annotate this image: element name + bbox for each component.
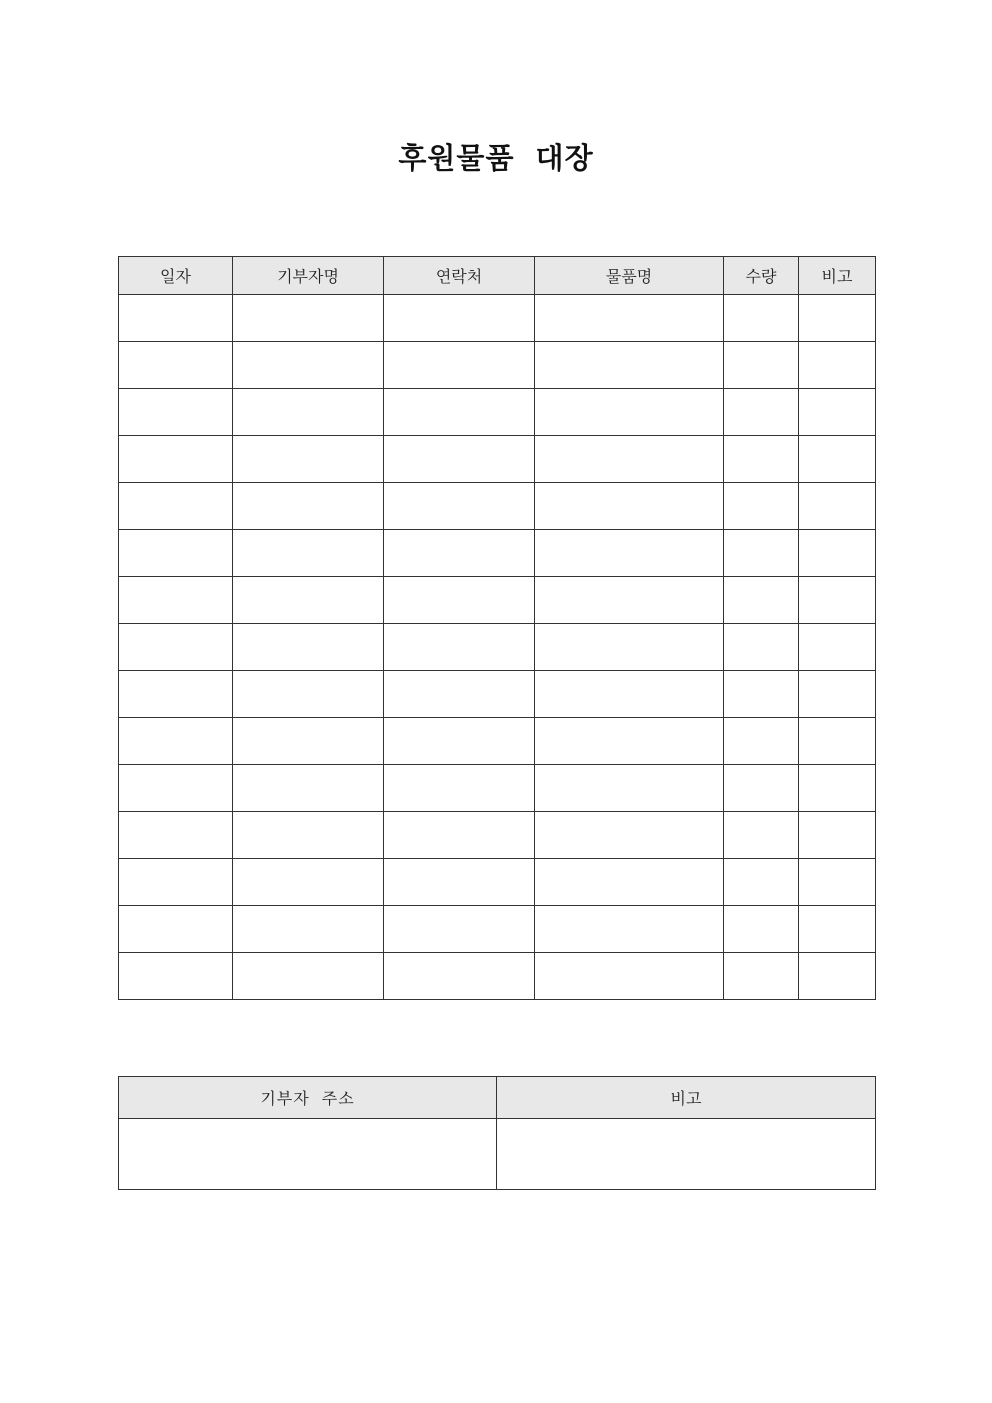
table-row bbox=[119, 953, 876, 1000]
cell-contact[interactable] bbox=[384, 718, 535, 765]
cell-donor-name[interactable] bbox=[233, 765, 384, 812]
cell-item-name[interactable] bbox=[535, 295, 724, 342]
cell-contact[interactable] bbox=[384, 530, 535, 577]
cell-quantity[interactable] bbox=[724, 718, 799, 765]
cell-date[interactable] bbox=[119, 859, 233, 906]
cell-contact[interactable] bbox=[384, 624, 535, 671]
cell-quantity[interactable] bbox=[724, 483, 799, 530]
cell-donor-name[interactable] bbox=[233, 483, 384, 530]
table-row bbox=[119, 1119, 876, 1190]
table-row bbox=[119, 436, 876, 483]
cell-contact[interactable] bbox=[384, 389, 535, 436]
cell-date[interactable] bbox=[119, 906, 233, 953]
cell-item-name[interactable] bbox=[535, 436, 724, 483]
cell-quantity[interactable] bbox=[724, 295, 799, 342]
cell-note[interactable] bbox=[799, 953, 876, 1000]
table-row bbox=[119, 624, 876, 671]
table-row bbox=[119, 389, 876, 436]
table-row bbox=[119, 906, 876, 953]
cell-item-name[interactable] bbox=[535, 624, 724, 671]
cell-donor-name[interactable] bbox=[233, 577, 384, 624]
cell-contact[interactable] bbox=[384, 436, 535, 483]
table-row bbox=[119, 859, 876, 906]
cell-contact[interactable] bbox=[384, 671, 535, 718]
cell-date[interactable] bbox=[119, 295, 233, 342]
table-header-row bbox=[119, 1077, 876, 1119]
cell-date[interactable] bbox=[119, 483, 233, 530]
table-row bbox=[119, 765, 876, 812]
cell-item-name[interactable] bbox=[535, 953, 724, 1000]
table-row bbox=[119, 295, 876, 342]
cell-note[interactable] bbox=[799, 577, 876, 624]
cell-item-name[interactable] bbox=[535, 906, 724, 953]
table-row bbox=[119, 671, 876, 718]
cell-item-name[interactable] bbox=[535, 859, 724, 906]
cell-note[interactable] bbox=[799, 530, 876, 577]
cell-donor-name[interactable] bbox=[233, 530, 384, 577]
cell-item-name[interactable] bbox=[535, 483, 724, 530]
cell-contact[interactable] bbox=[384, 342, 535, 389]
cell-note[interactable] bbox=[799, 671, 876, 718]
column-header-donor-name: 기부자명 bbox=[233, 257, 384, 295]
cell-quantity[interactable] bbox=[724, 624, 799, 671]
cell-note[interactable] bbox=[799, 906, 876, 953]
cell-quantity[interactable] bbox=[724, 859, 799, 906]
donation-ledger-table bbox=[118, 256, 876, 1000]
cell-donor-name[interactable] bbox=[233, 671, 384, 718]
cell-date[interactable] bbox=[119, 671, 233, 718]
cell-item-name[interactable] bbox=[535, 671, 724, 718]
cell-note[interactable] bbox=[799, 718, 876, 765]
cell-date[interactable] bbox=[119, 953, 233, 1000]
address-table-body bbox=[119, 1119, 876, 1190]
cell-contact[interactable] bbox=[384, 295, 535, 342]
cell-contact[interactable] bbox=[384, 953, 535, 1000]
cell-quantity[interactable] bbox=[724, 671, 799, 718]
cell-donor-name[interactable] bbox=[233, 906, 384, 953]
cell-date[interactable] bbox=[119, 765, 233, 812]
cell-note[interactable] bbox=[799, 389, 876, 436]
cell-contact[interactable] bbox=[384, 765, 535, 812]
column-header-contact: 연락처 bbox=[384, 257, 535, 295]
cell-quantity[interactable] bbox=[724, 342, 799, 389]
cell-quantity[interactable] bbox=[724, 812, 799, 859]
page-title: 후원물품 대장 bbox=[398, 141, 594, 175]
column-header-quantity: 수량 bbox=[724, 257, 799, 295]
cell-quantity[interactable] bbox=[724, 530, 799, 577]
cell-date[interactable] bbox=[119, 812, 233, 859]
cell-donor-address[interactable] bbox=[119, 1119, 497, 1190]
cell-item-name[interactable] bbox=[535, 577, 724, 624]
donation-table-body bbox=[119, 295, 876, 1000]
cell-date[interactable] bbox=[119, 577, 233, 624]
cell-item-name[interactable] bbox=[535, 342, 724, 389]
cell-quantity[interactable] bbox=[724, 953, 799, 1000]
cell-donor-name[interactable] bbox=[233, 295, 384, 342]
column-header-item-name: 물품명 bbox=[535, 257, 724, 295]
cell-date[interactable] bbox=[119, 530, 233, 577]
table-row bbox=[119, 812, 876, 859]
cell-item-name[interactable] bbox=[535, 718, 724, 765]
cell-contact[interactable] bbox=[384, 577, 535, 624]
table-row bbox=[119, 483, 876, 530]
cell-donor-name[interactable] bbox=[233, 812, 384, 859]
donor-address-table bbox=[118, 1076, 876, 1190]
cell-contact[interactable] bbox=[384, 812, 535, 859]
cell-date[interactable] bbox=[119, 718, 233, 765]
cell-donor-name[interactable] bbox=[233, 436, 384, 483]
column-header-date: 일자 bbox=[119, 257, 233, 295]
cell-item-name[interactable] bbox=[535, 812, 724, 859]
cell-note[interactable] bbox=[799, 765, 876, 812]
cell-donor-name[interactable] bbox=[233, 953, 384, 1000]
cell-note[interactable] bbox=[799, 295, 876, 342]
cell-donor-name[interactable] bbox=[233, 624, 384, 671]
cell-quantity[interactable] bbox=[724, 436, 799, 483]
cell-note[interactable] bbox=[799, 859, 876, 906]
cell-quantity[interactable] bbox=[724, 765, 799, 812]
column-header-note: 비고 bbox=[799, 257, 876, 295]
cell-donor-name[interactable] bbox=[233, 859, 384, 906]
cell-note[interactable] bbox=[799, 342, 876, 389]
cell-date[interactable] bbox=[119, 389, 233, 436]
cell-item-name[interactable] bbox=[535, 765, 724, 812]
cell-contact[interactable] bbox=[384, 906, 535, 953]
table-row bbox=[119, 530, 876, 577]
cell-donor-name[interactable] bbox=[233, 389, 384, 436]
cell-contact[interactable] bbox=[384, 483, 535, 530]
table-row bbox=[119, 718, 876, 765]
cell-donor-name[interactable] bbox=[233, 342, 384, 389]
table-row bbox=[119, 342, 876, 389]
cell-donor-name[interactable] bbox=[233, 718, 384, 765]
cell-date[interactable] bbox=[119, 624, 233, 671]
cell-item-name[interactable] bbox=[535, 389, 724, 436]
cell-item-name[interactable] bbox=[535, 530, 724, 577]
cell-quantity[interactable] bbox=[724, 577, 799, 624]
cell-note[interactable] bbox=[799, 436, 876, 483]
cell-note[interactable] bbox=[799, 624, 876, 671]
table-row bbox=[119, 577, 876, 624]
cell-quantity[interactable] bbox=[724, 389, 799, 436]
cell-note[interactable] bbox=[497, 1119, 876, 1190]
cell-note[interactable] bbox=[799, 812, 876, 859]
cell-contact[interactable] bbox=[384, 859, 535, 906]
column-header-donor-address: 기부자 주소 bbox=[119, 1077, 497, 1119]
table-header-row bbox=[119, 257, 876, 295]
cell-note[interactable] bbox=[799, 483, 876, 530]
column-header-note: 비고 bbox=[497, 1077, 876, 1119]
cell-date[interactable] bbox=[119, 342, 233, 389]
cell-date[interactable] bbox=[119, 436, 233, 483]
cell-quantity[interactable] bbox=[724, 906, 799, 953]
